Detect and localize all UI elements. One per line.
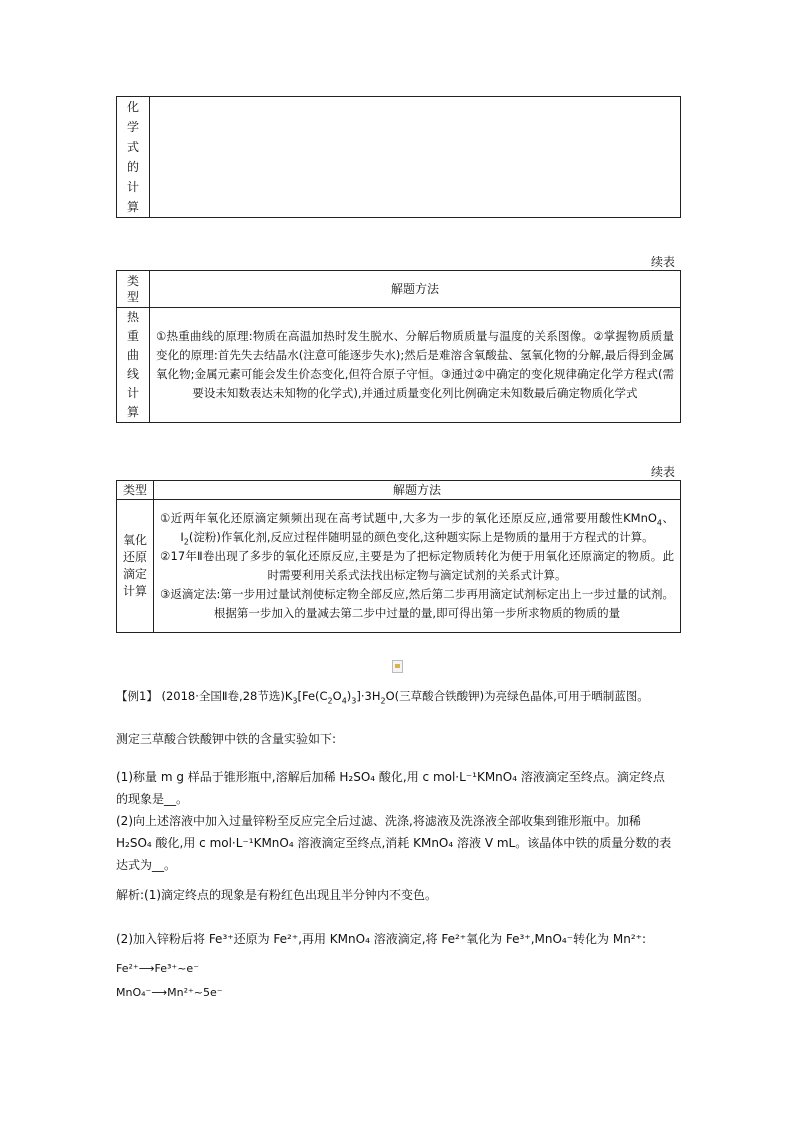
type-char: 式	[126, 140, 139, 154]
header-method: 解题方法	[150, 271, 681, 308]
method-point-3: ③返滴定法:第一步用过量试剂使标定物全部反应,然后第二步再用滴定试剂标定出上一步过量的试剂。根据第一步加入的量减去第二步中过量的量,即可得出第一步所求物质的物质的量	[160, 587, 674, 620]
type-char: 线	[126, 367, 139, 381]
subscript: 4	[341, 696, 347, 706]
method-point-2: ②17年Ⅱ卷出现了多步的氧化还原反应,主要是为了把标定物质转化为便于用氧化还原滴定的物质。此时需要利用关系式法找出标定物与滴定试剂的关系式计算。	[160, 549, 674, 582]
type-cell-chemical-formula	[117, 97, 150, 218]
formula-text: [Fe(C	[297, 689, 328, 703]
subscript: 3	[351, 696, 357, 706]
answer-1: 解析:(1)滴定终点的现象是有粉红色出现且半分钟内不变色。	[116, 888, 438, 902]
subscript: 3	[292, 696, 298, 706]
question-1: (1)称量 m g 样品于锥形瓶中,溶解后加稀 H₂SO₄ 酸化,用 c mol·L⁻¹KMnO₄ 溶液滴定至终点。滴定终点的现象是__。	[116, 770, 665, 806]
header-char: 型	[126, 290, 139, 304]
example-source: (2018·全国Ⅱ卷,28节选)	[161, 689, 285, 703]
example-label: 【例1】	[116, 689, 158, 703]
header-type: 类型	[117, 481, 154, 500]
continued-label: 续表	[651, 465, 676, 479]
question-2: (2)向上述溶液中加入过量锌粉至反应完全后过滤、洗涤,将滤液及洗涤液全部收集到锥形瓶中。加稀H₂SO₄ 酸化,用 c mol·L⁻¹KMnO₄ 溶液滴定至终点,消耗 KMnO₄ 溶液 V mL。该晶体中铁的质量分数的表达式为__。	[116, 814, 672, 872]
example-stem	[116, 686, 676, 707]
type-char: 学	[126, 120, 139, 134]
equation-2: MnO₄⁻⟶Mn²⁺~5e⁻	[116, 986, 223, 999]
answer-2: (2)加入锌粉后将 Fe³⁺还原为 Fe²⁺,再用 KMnO₄ 溶液滴定,将 Fe²⁺氧化为 Fe³⁺,MnO₄⁻转化为 Mn²⁺:	[116, 932, 647, 946]
example-intro: 测定三草酸合铁酸钾中铁的含量实验如下:	[116, 732, 337, 746]
method-cell-redox-titration	[154, 500, 681, 633]
type-char: 重	[126, 329, 139, 343]
formula-text: )	[346, 689, 352, 703]
type-char: 曲	[126, 348, 139, 362]
text-run: 、I	[180, 511, 674, 544]
image-placeholder-icon	[392, 660, 403, 673]
header-method: 解题方法	[154, 481, 681, 500]
continued-label: 续表	[651, 255, 676, 269]
type-cell-redox-titration	[117, 500, 154, 633]
formula-text: ]·3H	[356, 689, 381, 703]
type-cell-thermogravimetric	[117, 308, 150, 423]
header-char: 类	[126, 274, 139, 288]
text-run: ①近两年氧化还原滴定频频出现在高考试题中,大多为一步的氧化还原反应,通常要用酸性KMnO	[160, 511, 657, 525]
method-point-1	[160, 509, 674, 547]
type-char: 计	[126, 386, 139, 400]
formula-text: O	[332, 689, 342, 703]
type-char: 计	[126, 180, 139, 194]
type-char: 算	[126, 200, 139, 214]
type-char: 化	[126, 100, 139, 114]
equation-1: Fe²⁺⟶Fe³⁺~e⁻	[116, 962, 199, 975]
table-thermogravimetric	[116, 270, 681, 423]
type-line: 滴定	[122, 567, 147, 581]
formula-text: O(三草酸合铁酸钾)为亮绿色晶体,可用于晒制蓝图。	[385, 689, 649, 703]
type-char: 的	[126, 160, 139, 174]
type-line: 氧化	[122, 533, 147, 547]
text-run: (淀粉)作氧化剂,反应过程伴随明显的颜色变化,这种题实际上是物质的量用于方程式的计算。	[188, 530, 654, 544]
table-redox-titration	[116, 480, 681, 633]
subscript: 2	[183, 537, 189, 547]
type-char: 热	[126, 310, 139, 324]
subscript: 4	[656, 518, 662, 528]
type-line: 还原	[122, 550, 147, 564]
method-cell-empty	[150, 97, 681, 218]
method-cell-thermogravimetric: ①热重曲线的原理:物质在高温加热时发生脱水、分解后物质质量与温度的关系图像。②掌握物质质量变化的原理:首先失去结晶水(注意可能逐步失水);然后是难溶含氧酸盐、氢氧化物的分解,最后得到金属氧化物;金属元素可能会发生价态变化,但符合原子守恒。③通过②中确定的变化规律确定化学方程式(需要设未知数表达未知物的化学式),并通过质量变化列比例确定未知数最后确定物质化学式	[150, 308, 681, 423]
subscript: 2	[327, 696, 333, 706]
type-char: 算	[126, 405, 139, 419]
type-line: 计算	[122, 584, 147, 598]
formula-text: K	[284, 689, 293, 703]
header-type	[117, 271, 150, 308]
table-chemical-formula	[116, 96, 681, 218]
subscript: 2	[380, 696, 386, 706]
